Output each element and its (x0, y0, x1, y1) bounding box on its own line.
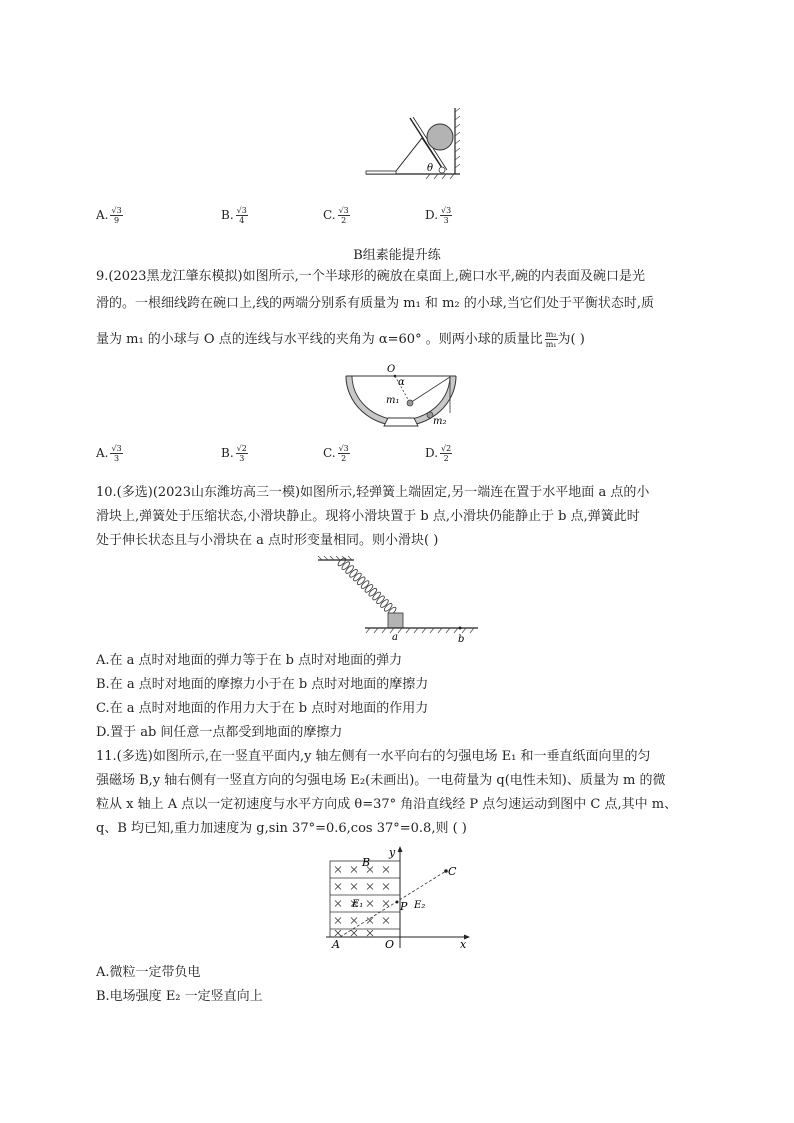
q9-stem-line3: 量为 m₁ 的小球与 O 点的连线与水平线的夹角为 α=60° 。则两小球的质量比 $\frac{\text{m₂}}{\text{m₁}}$ 为( ) (96, 330, 585, 349)
spring-coil-turn (375, 595, 385, 605)
q11-e2-label: E₂ (414, 900, 426, 911)
q11-y-label: y (389, 846, 396, 859)
q10-a-label: a (392, 632, 398, 643)
q10-spring (337, 557, 397, 616)
q10-option-b[interactable]: B.在 a 点时对地面的摩擦力小于在 b 点时对地面的摩擦力 (96, 677, 429, 692)
q11-stem-line3: 粒从 x 轴上 A 点以一定初速度与水平方向成 θ=37° 角沿直线经 P 点匀速运动到图中 C 点,其中 m、 (96, 797, 678, 812)
q9-option-c[interactable]: C. $\frac{√3}{2}$ (323, 444, 349, 463)
q11-a-label: A (332, 938, 340, 951)
spring-coil-turn (352, 572, 362, 582)
q11-x-label: x (460, 938, 467, 951)
q10-figure (310, 556, 490, 646)
spring-coil-turn (345, 564, 355, 574)
q11-p-label: P (400, 900, 408, 913)
q10-option-a[interactable]: A.在 a 点时对地面的弹力等于在 b 点时对地面的弹力 (96, 653, 403, 668)
spring-coil-turn (348, 568, 358, 578)
spring-coil-turn (383, 602, 393, 612)
q11-option-a[interactable]: A.微粒一定带负电 (96, 965, 201, 980)
q8-option-a[interactable]: A. $\frac{√3}{9}$ (96, 206, 122, 225)
spring-coil-turn (379, 598, 389, 608)
q9-stem-line2: 滑的。一根细线跨在碗口上,线的两端分别系有质量为 m₁ 和 m₂ 的小球,当它们处于平衡状态时,质 (96, 296, 655, 311)
q10-b-label: b (458, 634, 465, 645)
q9-figure (340, 360, 460, 432)
q11-e1-label: E₁ (352, 899, 364, 910)
q11-option-b[interactable]: B.电场强度 E₂ 一定竖直向上 (96, 989, 263, 1004)
section-title: B组素能提升练 (353, 248, 441, 263)
q11-stem-line4: q、B 均已知,重力加速度为 g,sin 37°=0.6,cos 37°=0.8,则 ( ) (96, 821, 467, 836)
spring-coil-turn (368, 587, 378, 597)
q11-stem-line1: 11.(多选)如图所示,在一竖直平面内,y 轴左侧有一水平向右的匀强电场 E₁ 和一垂直纸面向里的匀 (96, 749, 651, 764)
q10-option-c[interactable]: C.在 a 点时对地面的作用力大于在 b 点时对地面的作用力 (96, 701, 429, 716)
q9-stem-line1: 9.(2023黑龙江肇东模拟)如图所示,一个半球形的碗放在桌面上,碗口水平,碗的内表面及碗口是光 (96, 269, 646, 284)
q8-option-b[interactable]: B. $\frac{√3}{4}$ (221, 206, 247, 225)
q10-option-d[interactable]: D.置于 ab 间任意一点都受到地面的摩擦力 (96, 725, 343, 740)
q9-m2-label: m₂ (433, 416, 447, 427)
q11-stem-line2: 强磁场 B,y 轴右侧有一竖直方向的匀强电场 E₂(未画出)。一电荷量为 q(电性未知)、质量为 m 的微 (96, 773, 666, 788)
spring-coil-turn (364, 583, 374, 593)
q10-stem-line1: 10.(多选)(2023山东潍坊高三一模)如图所示,轻弹簧上端固定,另一端连在置于水平地面 a 点的小 (96, 485, 650, 500)
q9-alpha-label: α (398, 377, 405, 388)
q10-stem-line2: 滑块上,弹簧处于压缩状态,小滑块静止。现将小滑块置于 b 点,小滑块仍能静止于 b 点,弹簧此时 (96, 509, 640, 524)
spring-coil-turn (360, 580, 370, 590)
spring-coil-turn (356, 576, 366, 586)
spring-coil-turn (341, 561, 351, 571)
q11-figure (324, 844, 474, 952)
q11-c-label: C (448, 865, 457, 878)
q11-o-label: O (385, 938, 395, 951)
q11-b-label: B (362, 856, 371, 869)
q8-option-c[interactable]: C. $\frac{√3}{2}$ (323, 206, 349, 225)
spring-coil-turn (372, 591, 382, 601)
q10-stem-line3: 处于伸长状态且与小滑块在 a 点时形变量相同。则小滑块( ) (96, 533, 439, 548)
q9-o-label: O (387, 364, 396, 375)
q9-option-d[interactable]: D. $\frac{√2}{2}$ (425, 444, 452, 463)
q8-theta-label: θ (427, 163, 434, 174)
q9-option-b[interactable]: B. $\frac{√2}{3}$ (221, 444, 247, 463)
q8-figure (360, 104, 465, 184)
q9-option-a[interactable]: A. $\frac{√3}{3}$ (96, 444, 122, 463)
q9-mass-ratio: $\frac{\text{m₂}}{\text{m₁}}$ (545, 330, 557, 349)
q9-m1-label: m₁ (386, 395, 400, 406)
q8-option-d[interactable]: D. $\frac{√3}{3}$ (425, 206, 452, 225)
